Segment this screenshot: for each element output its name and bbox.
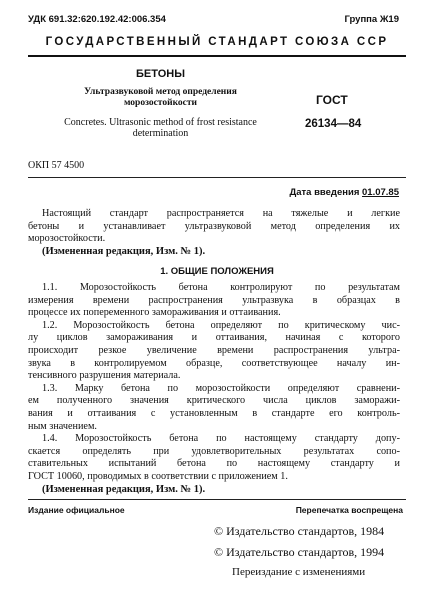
group-code: Группа Ж19 [344,14,399,25]
intro-date [289,187,399,198]
udk-code: УДК 691.32:620.192.42:006.354 [28,14,166,25]
section-heading: 1. ОБЩИЕ ПОЛОЖЕНИЯ [160,266,274,277]
text-line: 1.1. Морозостойкость бетона контролируют по результатам [42,282,400,293]
subtitle-ru-line1: Ультразвуковой метод определения [84,87,237,97]
copyright-1994: © Издательство стандартов, 1994 [214,545,385,559]
text-line: вания и оттаивания с установленным в стандарте его контроль- [28,407,400,419]
text-line: 1.2. Морозостойкость бетона определяют по критическому чис- [42,319,400,331]
footer-rule [28,499,406,500]
text-line: измерения времени распространения ультразвука в образцах в [28,294,400,306]
standard-banner: ГОСУДАРСТВЕННЫЙ СТАНДАРТ СОЮЗА ССР [45,36,389,48]
text-line: бетоны и устанавливает ультразвуковой метод определения их [28,220,400,232]
text-line: морозостойкости. [28,233,106,245]
header-rule [28,55,406,57]
gost-number: 26134—84 [305,118,362,130]
text-line: лу циклов замораживания и оттаивания, начиная с которого [28,332,400,344]
text-line: 1.4. Морозостойкость бетона по настоящему стандарту допу- [42,433,400,445]
text-line: ным значением. [28,420,97,432]
subtitle-ru-line2: морозостойкости [123,98,198,108]
text-line: 1.3. Марку бетона по морозостойкости определяют сравнени- [42,382,400,394]
gost-label: ГОСТ [316,93,348,107]
amendment-note: (Измененная редакция, Изм. № 1). [42,245,206,257]
document-title: БЕТОНЫ [136,68,185,80]
text-line: ставительных испытаний бетона по настоящему стандарту и [28,458,400,470]
text-line: происходит резкое увеличение времени распространения ультра- [28,344,400,356]
text-line: процессе их попеременного замораживания и оттаивания. [28,307,281,319]
okp-code: ОКП 57 4500 [28,160,85,171]
copyright-1984: © Издательство стандартов, 1984 [214,524,385,538]
intro-date-label: Дата введения [289,187,360,198]
reissue-note: Переиздание с изменениями [232,566,366,578]
text-line: ем полученного значения критического числа циклов заморажи- [28,395,400,407]
text-line: скается определять при удовлетворительных результатах сопо- [28,445,400,457]
text-line: ГОСТ 10060, проводимых в соответствии с приложением 1. [28,470,288,482]
okp-rule [28,177,406,178]
intro-paragraph [28,208,400,258]
section-1-body [28,282,400,496]
text-line: тенсивного разрушения материала. [28,370,181,382]
reprint-prohibited: Перепечатка воспрещена [295,505,403,515]
text-line: звука в контролируемом образце, соответствующее началу ин- [28,357,400,369]
subtitle-en-line1: Concretes. Ultrasonic method of frost resistance [64,117,257,128]
text-line: Настоящий стандарт распространяется на тяжелые и легкие [42,208,400,219]
intro-date-value: 01.07.85 [362,187,399,198]
amendment-note: (Измененная редакция, Изм. № 1). [42,483,206,495]
official-edition: Издание официальное [28,505,125,515]
subtitle-en-line2: determination [132,128,189,139]
